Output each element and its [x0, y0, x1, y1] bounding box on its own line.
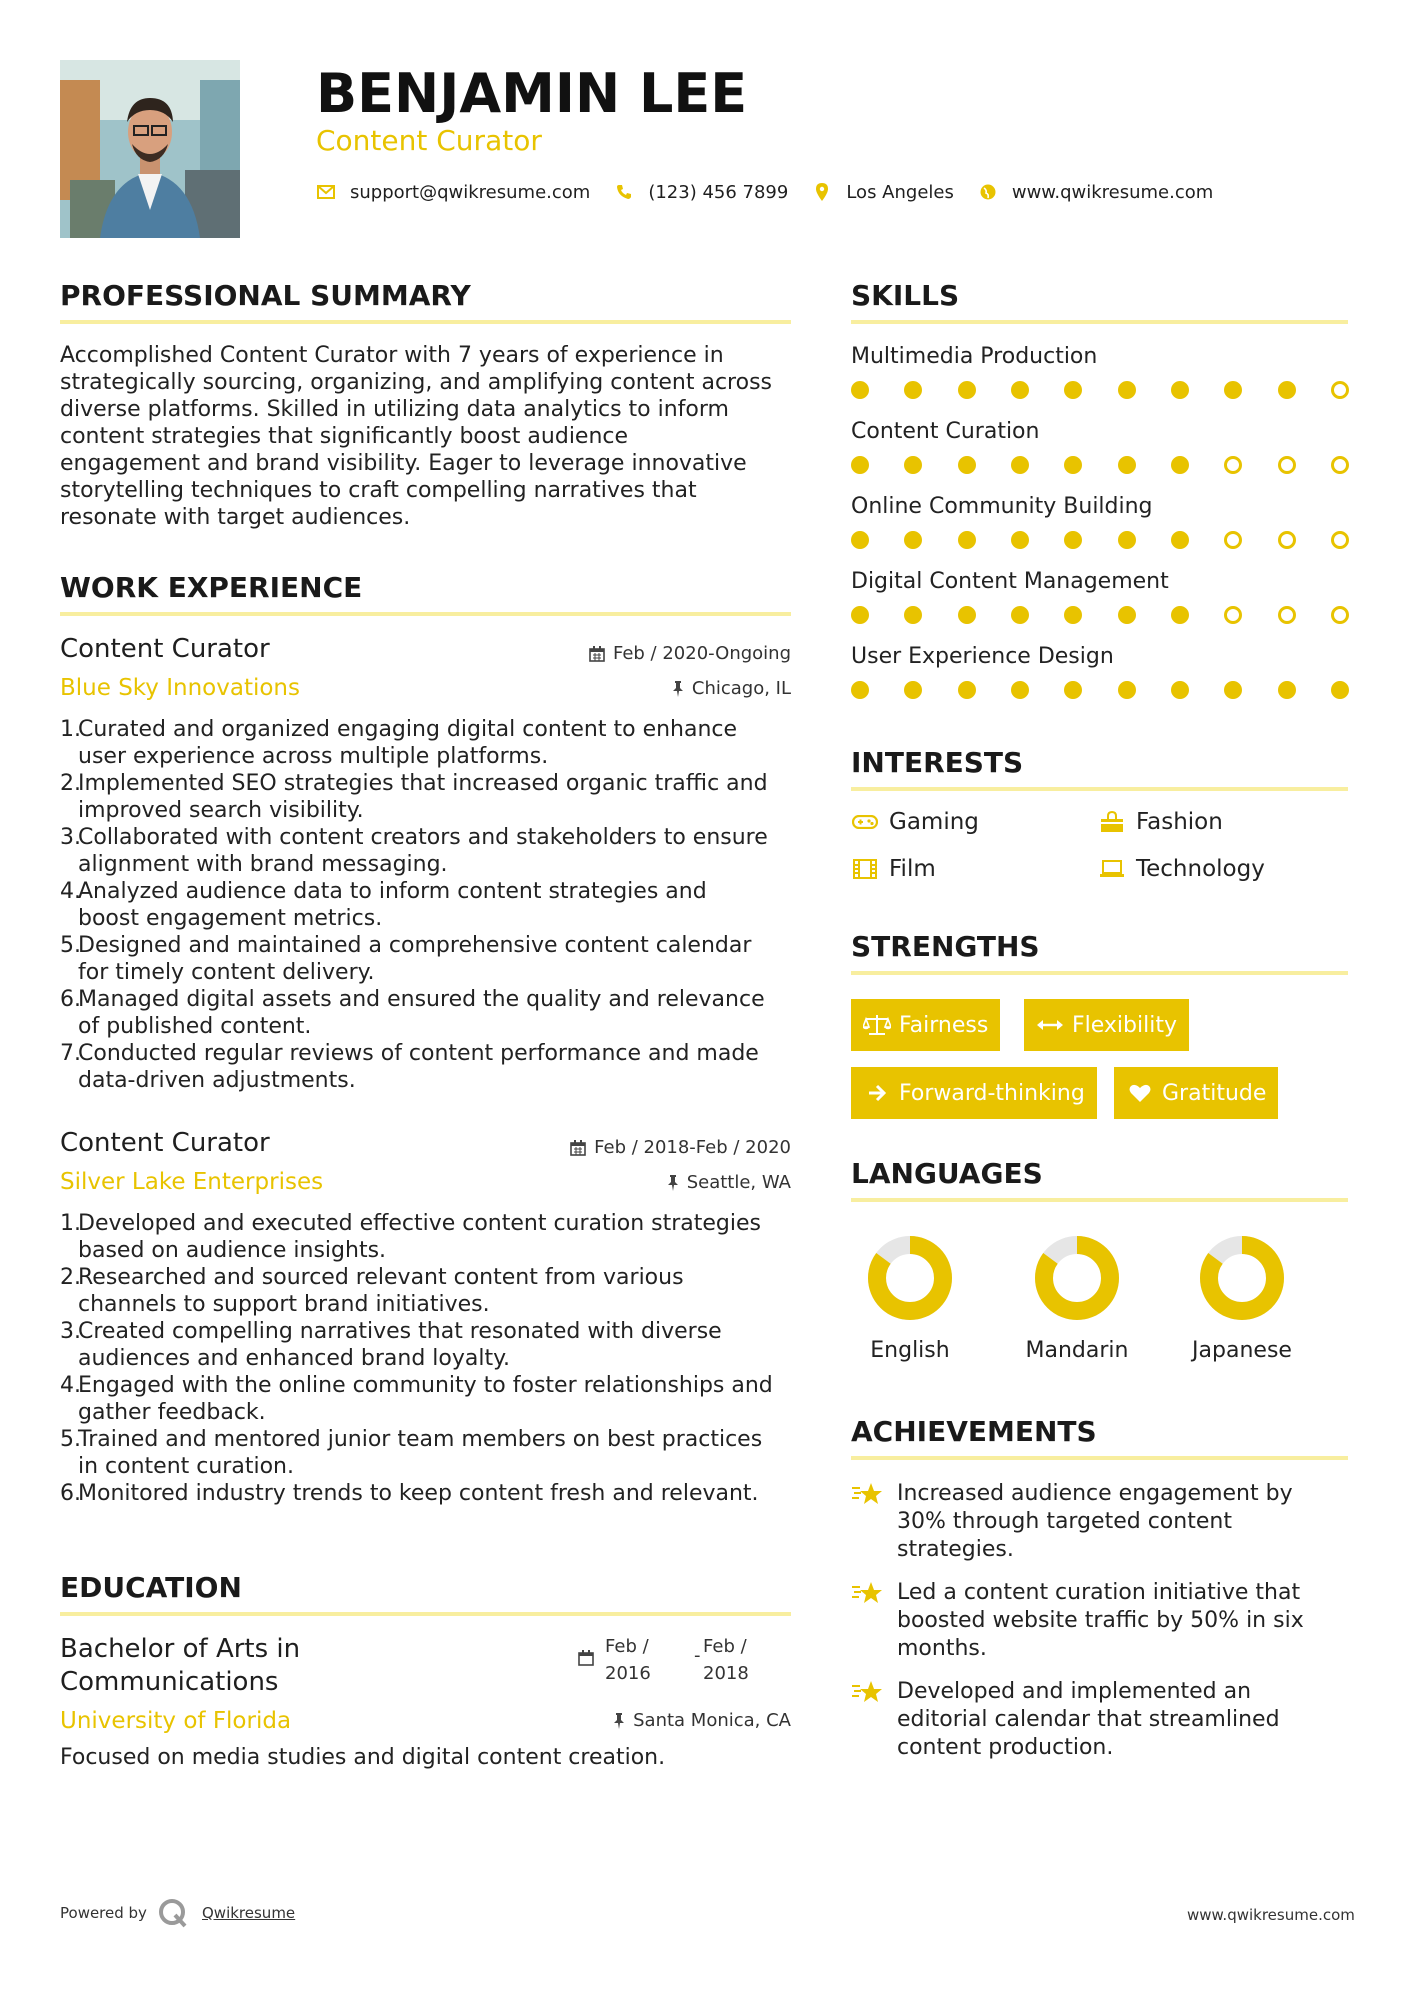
skill-dot-filled [1118, 531, 1136, 549]
skill-dot-filled [1171, 681, 1189, 699]
skill-name: Online Community Building [851, 494, 1153, 519]
languages-rule [851, 1198, 1348, 1202]
skill-rating [851, 531, 1349, 549]
skill-dot-filled [1171, 531, 1189, 549]
education-location: Santa Monica, CA [480, 1709, 791, 1733]
contact-phone[interactable]: (123) 456 7899 [648, 181, 789, 203]
interest-item: Gaming [851, 807, 979, 837]
skill-dot-filled [1064, 606, 1082, 624]
contact-bar [316, 178, 1237, 206]
language-donut [865, 1233, 955, 1323]
education-rule [60, 1612, 791, 1616]
strength-tag: Flexibility [1024, 999, 1189, 1051]
skill-item [851, 418, 1349, 474]
list-item: 5. Trained and mentored junior team members on best practices in content curation. [60, 1427, 763, 1479]
star-award-icon [851, 1480, 885, 1564]
skill-dot-filled [851, 456, 869, 474]
skill-name: Multimedia Production [851, 344, 1098, 369]
skill-dot-empty [1278, 531, 1296, 549]
skill-dot-filled [1278, 681, 1296, 699]
list-item: 6. Monitored industry trends to keep content fresh and relevant. [60, 1481, 759, 1506]
map-marker-icon [812, 182, 832, 202]
skill-dot-filled [1118, 681, 1136, 699]
heart-icon [1126, 1081, 1154, 1105]
interests-rule [851, 787, 1348, 791]
job-title: Content Curator [60, 634, 270, 664]
contact-website[interactable]: www.qwikresume.com [1011, 181, 1214, 203]
skill-dot-filled [1278, 381, 1296, 399]
skill-dot-filled [1118, 456, 1136, 474]
calendar-icon [570, 1140, 586, 1156]
job-company: Silver Lake Enterprises [60, 1169, 324, 1195]
interest-item: Technology [1098, 854, 1265, 884]
skill-item [851, 493, 1349, 549]
education-end-date: Feb / 2018 [703, 1636, 749, 1684]
skill-dot-filled [1331, 681, 1349, 699]
education-description: Focused on media studies and digital content creation. [60, 1745, 666, 1770]
strength-tag: Fairness [851, 999, 1000, 1051]
job-location: Chicago, IL [480, 677, 791, 701]
powered-by-label: Powered by [60, 1904, 147, 1922]
language-item [855, 1233, 965, 1365]
job-company: Blue Sky Innovations [60, 675, 300, 701]
skill-dot-filled [1171, 381, 1189, 399]
star-award-icon [851, 1579, 885, 1663]
skill-dot-filled [1064, 531, 1082, 549]
job-title: Content Curator [60, 1128, 270, 1158]
skill-dot-filled [904, 381, 922, 399]
achievement-item: Led a content curation initiative that boosted website traffic by 50% in six months. [851, 1579, 1351, 1663]
skill-dot-filled [1011, 606, 1029, 624]
skill-dot-filled [1011, 456, 1029, 474]
skill-dot-filled [958, 456, 976, 474]
strengths-rule [851, 971, 1348, 975]
star-award-icon [851, 1678, 885, 1762]
laptop-icon [1098, 857, 1126, 881]
skill-dot-filled [1224, 681, 1242, 699]
list-item: 7. Conducted regular reviews of content performance and made data-driven adjustments. [60, 1041, 759, 1093]
skill-dot-filled [851, 381, 869, 399]
skill-dot-empty [1224, 456, 1242, 474]
skill-dot-empty [1224, 531, 1242, 549]
list-item: 4. Engaged with the online community to foster relationships and gather feedback. [60, 1373, 773, 1425]
job-location: Seattle, WA [480, 1171, 791, 1195]
film-icon [851, 857, 879, 881]
skill-rating [851, 681, 1349, 699]
pin-icon [672, 681, 684, 697]
skill-dot-empty [1278, 606, 1296, 624]
skill-item [851, 643, 1349, 699]
footer-url[interactable]: www.qwikresume.com [1187, 1906, 1355, 1924]
achievements-heading: ACHIEVEMENTS [851, 1415, 1097, 1448]
language-donut [1197, 1233, 1287, 1323]
qwikresume-logo-icon [158, 1898, 188, 1932]
arrow-right-icon [863, 1081, 891, 1105]
strengths-heading: STRENGTHS [851, 930, 1040, 963]
skill-dot-filled [1011, 681, 1029, 699]
achievements-rule [851, 1456, 1348, 1460]
education-start-date: Feb / 2016 [605, 1636, 651, 1684]
skill-dot-empty [1331, 381, 1349, 399]
list-item: 1. Developed and executed effective content curation strategies based on audience insights. [60, 1211, 762, 1263]
envelope-icon [316, 182, 336, 202]
skill-dot-empty [1331, 606, 1349, 624]
interests-heading: INTERESTS [851, 746, 1024, 779]
skill-dot-filled [958, 606, 976, 624]
pin-icon [613, 1713, 625, 1729]
skill-dot-empty [1331, 456, 1349, 474]
balance-scale-icon [863, 1013, 891, 1037]
list-item: 2. Implemented SEO strategies that increased organic traffic and improved search visibility. [60, 771, 768, 823]
job-dates: Feb / 2018-Feb / 2020 [480, 1136, 791, 1160]
skill-dot-filled [958, 531, 976, 549]
skill-dot-filled [1011, 531, 1029, 549]
skill-dot-filled [851, 531, 869, 549]
job-dates: Feb / 2020-Ongoing [480, 642, 791, 666]
skill-dot-filled [1171, 606, 1189, 624]
skill-name: Content Curation [851, 419, 1040, 444]
phone-icon [614, 182, 634, 202]
skill-dot-filled [1064, 681, 1082, 699]
skill-dot-filled [904, 606, 922, 624]
calendar-icon [589, 646, 605, 662]
skill-rating [851, 456, 1349, 474]
skill-item [851, 568, 1349, 624]
skill-dot-filled [1224, 381, 1242, 399]
education-heading: EDUCATION [60, 1571, 242, 1604]
skill-dot-filled [1064, 381, 1082, 399]
candidate-name: BENJAMIN LEE [316, 62, 748, 125]
skill-name: User Experience Design [851, 644, 1114, 669]
shopping-bag-icon [1098, 810, 1126, 834]
skill-dot-filled [1064, 456, 1082, 474]
pin-icon [667, 1175, 679, 1191]
skill-dot-filled [1118, 606, 1136, 624]
list-item: 3. Collaborated with content creators and stakeholders to ensure alignment with brand messaging. [60, 825, 768, 877]
language-name: Japanese [1192, 1338, 1292, 1363]
skill-item [851, 343, 1349, 399]
calendar-icon [578, 1650, 594, 1670]
skill-dot-filled [851, 681, 869, 699]
skill-dot-filled [1171, 456, 1189, 474]
qwikresume-link[interactable]: Qwikresume [202, 1904, 296, 1922]
skill-rating [851, 606, 1349, 624]
summary-heading: PROFESSIONAL SUMMARY [60, 279, 471, 312]
work-heading: WORK EXPERIENCE [60, 571, 363, 604]
job-responsibilities [60, 1210, 818, 1507]
skills-heading: SKILLS [851, 279, 960, 312]
skill-name: Digital Content Management [851, 569, 1169, 594]
list-item: 3. Created compelling narratives that resonated with diverse audiences and enhanced brand loyalty. [60, 1319, 722, 1371]
candidate-title: Content Curator [316, 124, 542, 157]
skill-dot-filled [904, 681, 922, 699]
arrows-h-icon [1036, 1013, 1064, 1037]
skill-dot-filled [1011, 381, 1029, 399]
interest-item: Fashion [1098, 807, 1223, 837]
skill-dot-filled [958, 381, 976, 399]
strength-tag: Gratitude [1114, 1067, 1278, 1119]
languages-heading: LANGUAGES [851, 1157, 1043, 1190]
skills-rule [851, 320, 1348, 324]
language-item [1022, 1233, 1132, 1365]
degree-title: Bachelor of Arts in Communications [60, 1634, 301, 1697]
skill-dot-filled [904, 456, 922, 474]
school-name: University of Florida [60, 1708, 292, 1734]
list-item: 5. Designed and maintained a comprehensive content calendar for timely content delivery. [60, 933, 752, 985]
achievement-item: Increased audience engagement by 30% through targeted content strategies. [851, 1480, 1351, 1564]
list-item: 1. Curated and organized engaging digital content to enhance user experience across multiple platforms. [60, 717, 738, 769]
interest-item: Film [851, 854, 936, 884]
work-rule [60, 612, 791, 616]
skill-dot-filled [851, 606, 869, 624]
globe-icon [978, 182, 998, 202]
portrait-image [60, 60, 240, 238]
language-item [1187, 1233, 1297, 1365]
contact-location: Los Angeles [846, 181, 954, 203]
achievement-item: Developed and implemented an editorial calendar that streamlined content production. [851, 1678, 1351, 1762]
list-item: 6. Managed digital assets and ensured the quality and relevance of published content. [60, 987, 765, 1039]
strength-tag: Forward-thinking [851, 1067, 1097, 1119]
list-item: 4. Analyzed audience data to inform content strategies and boost engagement metrics. [60, 879, 707, 931]
summary-text: Accomplished Content Curator with 7 years of experience in strategically sourcing, organizing, and amplifying content across diverse platforms. Skilled in utilizing data analytics to inform content strategies that significantly boost audience engagement and brand visibility. Eager to leverage innovative storytelling techniques to craft compelling narratives that resonate with target audiences. [60, 343, 772, 530]
contact-email[interactable]: support@qwikresume.com [350, 181, 591, 203]
gamepad-icon [851, 810, 879, 834]
skill-dot-filled [904, 531, 922, 549]
skill-dot-empty [1224, 606, 1242, 624]
job-responsibilities [60, 716, 818, 1094]
skill-dot-empty [1278, 456, 1296, 474]
language-name: Mandarin [1025, 1338, 1129, 1363]
list-item: 2. Researched and sourced relevant content from various channels to support brand initiatives. [60, 1265, 684, 1317]
language-donut [1032, 1233, 1122, 1323]
skill-dot-filled [958, 681, 976, 699]
date-separator: - [694, 1645, 701, 1666]
profile-photo [60, 60, 240, 238]
skill-rating [851, 381, 1349, 399]
skill-dot-filled [1118, 381, 1136, 399]
skill-dot-empty [1331, 531, 1349, 549]
language-name: English [870, 1338, 950, 1363]
summary-rule [60, 320, 791, 324]
